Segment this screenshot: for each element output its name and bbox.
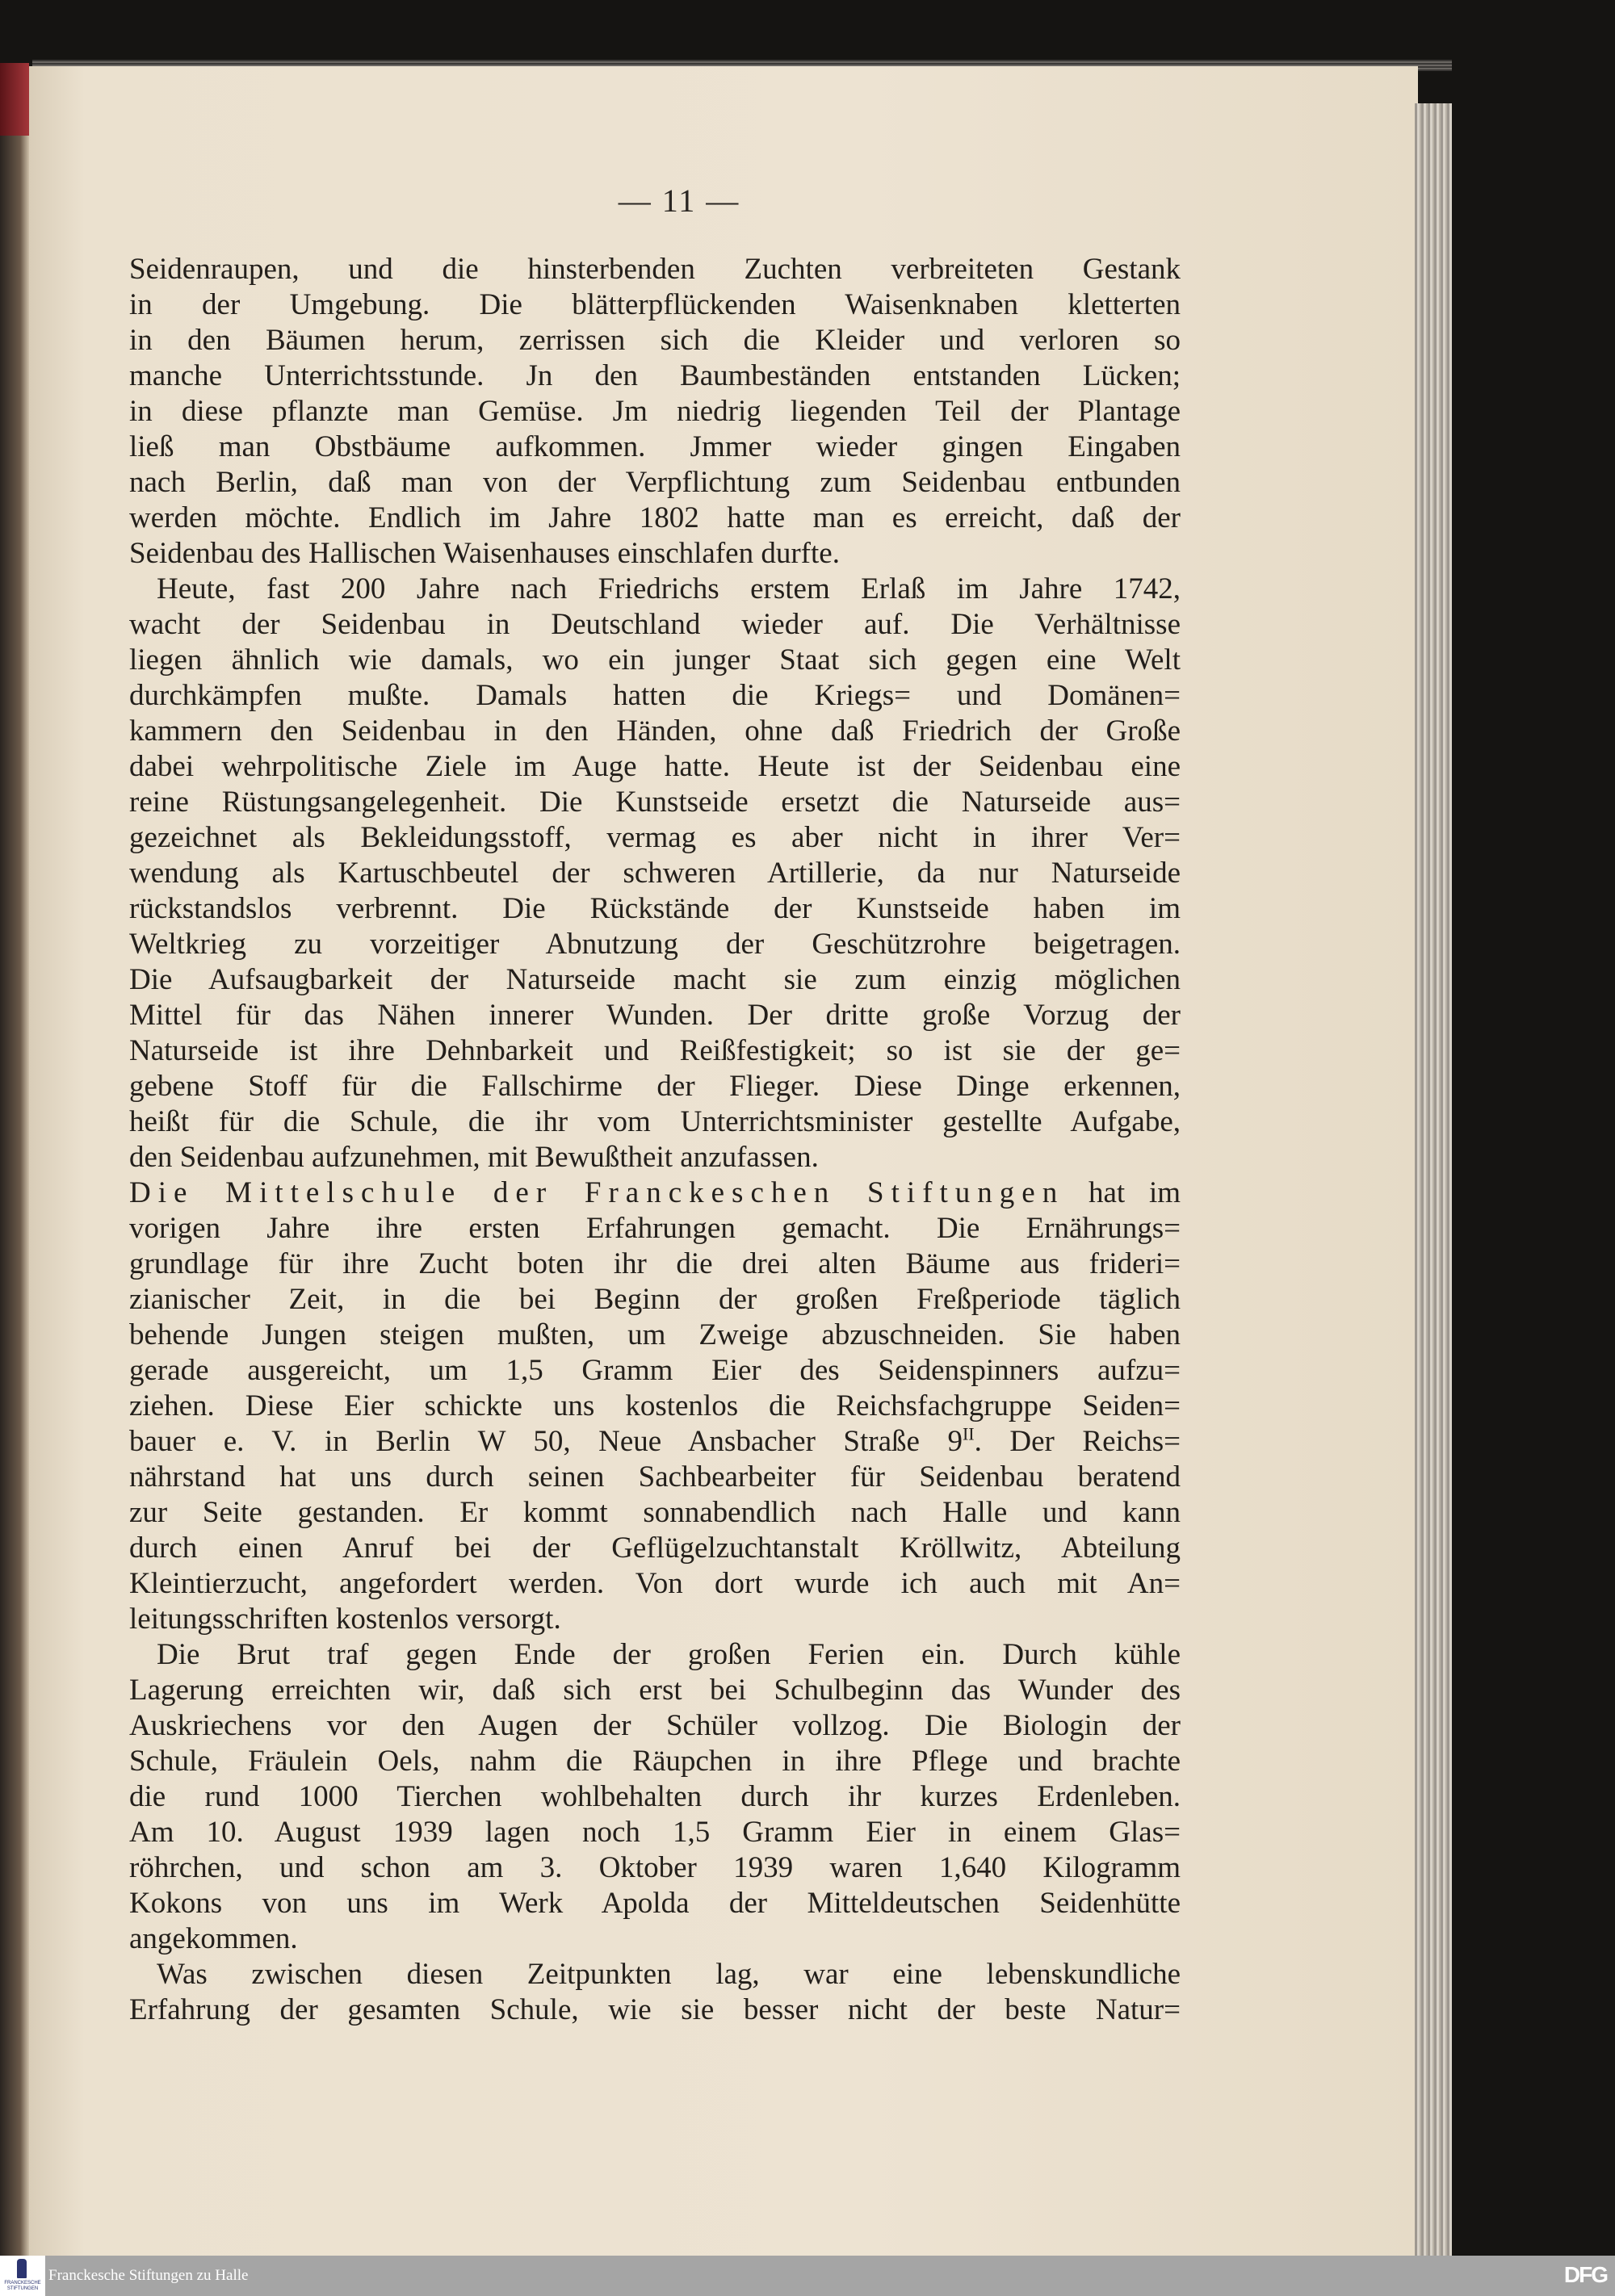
text-line: Erfahrung der gesamten Schule, wie sie besser nicht der beste Natur=	[129, 1993, 1181, 2026]
text-segment: bauer e. V. in Berlin W 50, Neue Ansbacher Straße 9	[129, 1425, 963, 1458]
text-line: Am 10. August 1939 lagen noch 1,5 Gramm Eier in einem Glas=	[129, 1816, 1181, 1849]
text-line: in der Umgebung. Die blätterpflückenden Waisenknaben kletterten	[129, 288, 1181, 321]
book-spine	[0, 63, 29, 2256]
text-line	[129, 1175, 1181, 1211]
body-text	[129, 252, 1181, 2028]
text-line: Was zwischen diesen Zeitpunkten lag, war eine lebenskundliche	[157, 1958, 1181, 1991]
institution-name: Franckesche Stiftungen zu Halle	[48, 2267, 249, 2284]
text-line: behende Jungen steigen mußten, um Zweige abzuschneiden. Sie haben	[129, 1318, 1181, 1351]
text-line: röhrchen, und schon am 3. Oktober 1939 waren 1,640 Kilogramm	[129, 1851, 1181, 1884]
logo-text: FRANCKESCHE STIFTUNGEN	[4, 2281, 41, 2291]
text-line: rückstandslos verbrennt. Die Rückstände der Kunstseide haben im	[129, 892, 1181, 925]
text-line: in den Bäumen herum, zerrissen sich die Kleider und verloren so	[129, 324, 1181, 357]
text-segment: hat im	[1064, 1176, 1181, 1209]
text-line: gerade ausgereicht, um 1,5 Gramm Eier des Seidenspinners aufzu=	[129, 1354, 1181, 1387]
text-line: angekommen.	[129, 1922, 298, 1955]
text-line: Heute, fast 200 Jahre nach Friedrichs erstem Erlaß im Jahre 1742,	[157, 572, 1181, 605]
text-segment: . Der Reichs=	[974, 1425, 1181, 1458]
text-line: Weltkrieg zu vorzeitiger Abnutzung der Geschützrohre beigetragen.	[129, 928, 1181, 961]
text-line: reine Rüstungsangelegenheit. Die Kunstseide ersetzt die Naturseide aus=	[129, 786, 1181, 819]
page-number: — 11 —	[618, 182, 740, 219]
text-line: kammern den Seidenbau in den Händen, ohne daß Friedrich der Große	[129, 714, 1181, 748]
text-line: gezeichnet als Bekleidungsstoff, vermag es aber nicht in ihrer Ver=	[129, 821, 1181, 854]
text-line: Kleintierzucht, angefordert werden. Von dort wurde ich auch mit An=	[129, 1567, 1181, 1600]
text-line: nährstand hat uns durch seinen Sachbearbeiter für Seidenbau beratend	[129, 1460, 1181, 1494]
text-line: grundlage für ihre Zucht boten ihr die drei alten Bäume aus frideri=	[129, 1247, 1181, 1280]
letterspaced-emphasis: Die Mittelschule der Franckeschen Stiftungen	[129, 1176, 1065, 1209]
superscript: II	[962, 1423, 975, 1444]
text-line: nach Berlin, daß man von der Verpflichtung zum Seidenbau entbunden	[129, 466, 1181, 499]
dfg-logo: DFG	[1563, 2262, 1607, 2287]
text-line: Naturseide ist ihre Dehnbarkeit und Reißfestigkeit; so ist sie der ge=	[129, 1034, 1181, 1067]
text-line: wendung als Kartuschbeutel der schweren Artillerie, da nur Naturseide	[129, 857, 1181, 890]
text-line: Lagerung erreichten wir, daß sich erst bei Schulbeginn das Wunder des	[129, 1674, 1181, 1707]
logo-figure-icon	[17, 2259, 27, 2278]
text-line: durchkämpfen mußte. Damals hatten die Kriegs= und Domänen=	[129, 679, 1181, 712]
franckesche-stiftungen-logo	[0, 2256, 45, 2296]
text-line: dabei wehrpolitische Ziele im Auge hatte. Heute ist der Seidenbau eine	[129, 750, 1181, 783]
text-line: zur Seite gestanden. Er kommt sonnabendlich nach Halle und kann	[129, 1496, 1181, 1529]
text-line: Seidenraupen, und die hinsterbenden Zuchten verbreiteten Gestank	[129, 253, 1181, 286]
text-line: liegen ähnlich wie damals, wo ein junger Staat sich gegen eine Welt	[129, 643, 1181, 677]
text-line: leitungsschriften kostenlos versorgt.	[129, 1603, 561, 1636]
text-line: vorigen Jahre ihre ersten Erfahrungen gemacht. Die Ernährungs=	[129, 1212, 1181, 1245]
text-line: werden möchte. Endlich im Jahre 1802 hatte man es erreicht, daß der	[129, 501, 1181, 534]
text-line: den Seidenbau aufzunehmen, mit Bewußtheit anzufassen.	[129, 1141, 819, 1174]
text-line: ließ man Obstbäume aufkommen. Jmmer wieder gingen Eingaben	[129, 430, 1181, 463]
text-line: ziehen. Diese Eier schickte uns kostenlos die Reichsfachgruppe Seiden=	[129, 1389, 1181, 1422]
text-line: Die Brut traf gegen Ende der großen Ferien ein. Durch kühle	[157, 1638, 1181, 1671]
text-line: Auskriechens vor den Augen der Schüler vollzog. Die Biologin der	[129, 1709, 1181, 1742]
text-line: heißt für die Schule, die ihr vom Unterrichtsminister gestellte Aufgabe,	[129, 1105, 1181, 1138]
text-line: in diese pflanzte man Gemüse. Jm niedrig liegenden Teil der Plantage	[129, 395, 1181, 428]
viewer-footer	[0, 2256, 1615, 2296]
text-line: Schule, Fräulein Oels, nahm die Räupchen in ihre Pflege und brachte	[129, 1745, 1181, 1778]
text-line: die rund 1000 Tierchen wohlbehalten durch ihr kurzes Erdenleben.	[129, 1780, 1181, 1813]
text-line: Mittel für das Nähen innerer Wunden. Der dritte große Vorzug der	[129, 999, 1181, 1032]
text-line: wacht der Seidenbau in Deutschland wieder auf. Die Verhältnisse	[129, 608, 1181, 641]
text-line: gebene Stoff für die Fallschirme der Flieger. Diese Dinge erkennen,	[129, 1070, 1181, 1103]
page-edges-right	[1415, 103, 1452, 2256]
spine-ribbon	[0, 63, 29, 136]
text-line: Seidenbau des Hallischen Waisenhauses einschlafen durfte.	[129, 537, 840, 570]
text-line: manche Unterrichtsstunde. Jn den Baumbeständen entstanden Lücken;	[129, 359, 1181, 392]
text-line: Die Aufsaugbarkeit der Naturseide macht sie zum einzig möglichen	[129, 963, 1181, 996]
text-line	[129, 1424, 1181, 1460]
text-line: durch einen Anruf bei der Geflügelzuchtanstalt Kröllwitz, Abteilung	[129, 1531, 1181, 1565]
text-line: zianischer Zeit, in die bei Beginn der großen Freßperiode täglich	[129, 1283, 1181, 1316]
text-line: Kokons von uns im Werk Apolda der Mitteldeutschen Seidenhütte	[129, 1887, 1181, 1920]
